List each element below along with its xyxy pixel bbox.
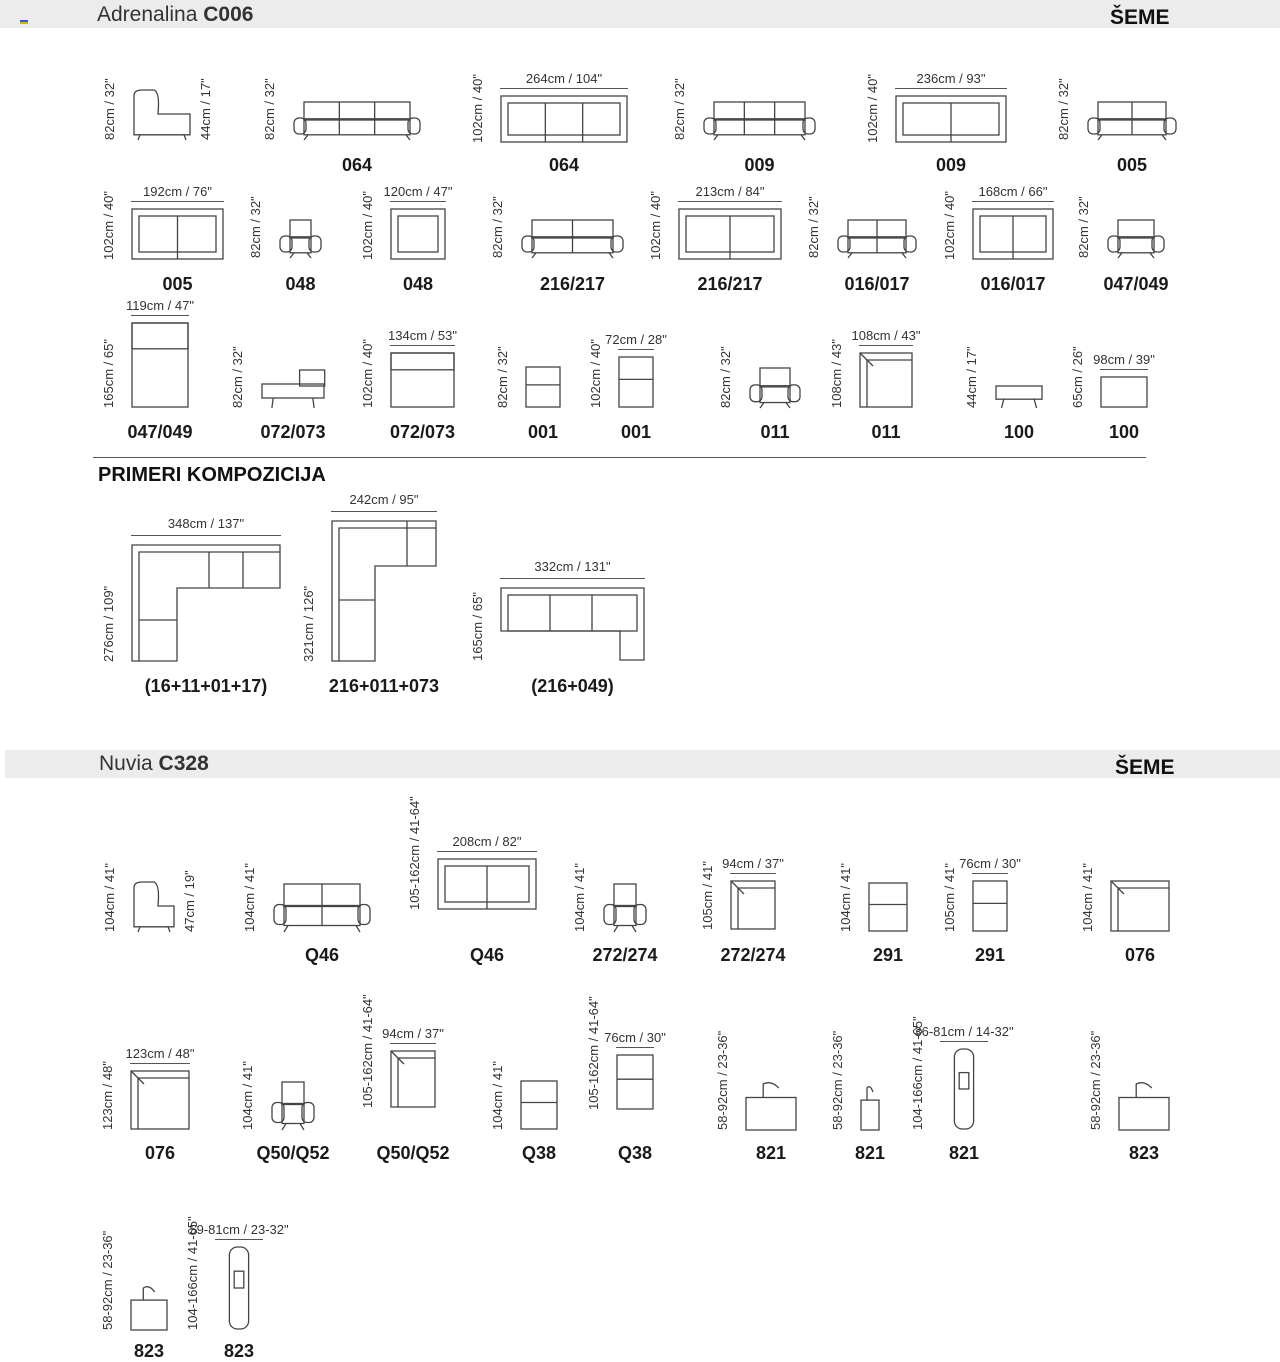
width-dimension: 213cm / 84" [695,184,765,199]
model-code-label: 009 [744,155,775,175]
model-code-label: 821 [854,1143,886,1163]
furniture-outline [860,353,912,407]
height-dimension: 102cm / 40" [588,339,603,408]
height-dimension: 104cm / 41" [572,863,587,932]
brand-logo-icon [20,20,28,24]
scheme-item [130,1284,168,1330]
height-dimension: 102cm / 40" [648,191,663,260]
height-dimension: 102cm / 40" [942,191,957,260]
furniture-outline [262,370,325,408]
height-dimension: 104cm / 41" [240,1061,255,1130]
scheme-item [745,1080,797,1130]
furniture-outline [438,859,536,909]
width-dimension: 208cm / 82" [452,834,522,849]
scheme-item [895,95,1007,143]
model-code-label: 005 [1116,155,1148,175]
scheme-item [390,208,446,260]
scheme-drawing [859,352,913,408]
furniture-outline [134,90,190,140]
furniture-outline [617,1055,653,1109]
model-code: C006 [203,3,254,26]
furniture-outline [280,220,321,258]
scheme-item [520,1080,558,1130]
section-title [97,3,253,27]
model-code-label: 821 [948,1143,980,1163]
model-code-label: 016/017 [844,274,910,294]
height-dimension: 102cm / 40" [360,191,375,260]
furniture-outline [896,96,1006,142]
width-dimension-line [500,88,628,89]
scheme-item [859,352,913,408]
scheme-item [1110,880,1170,932]
scheme-drawing [618,356,654,408]
furniture-outline [132,323,188,407]
width-dimension: 72cm / 28" [605,332,667,347]
model-code-label: 823 [223,1341,255,1361]
height-dimension: 82cm / 32" [806,196,821,258]
scheme-drawing [730,880,776,930]
scheme-drawing [525,366,561,408]
model-code-label: Q50/Q52 [376,1143,450,1163]
width-dimension: 264cm / 104" [525,71,603,86]
composition-item [331,520,437,662]
scheme-item [618,356,654,408]
furniture-outline [996,386,1042,408]
scheme-item [131,322,189,408]
model-code-label: Q46 [304,945,340,965]
scheme-drawing [616,1054,654,1110]
scheme-drawing [994,384,1044,408]
furniture-outline [391,353,454,407]
height-dimension: 82cm / 32" [718,346,733,408]
brand-name: Adrenalina [97,3,198,26]
width-dimension-line [1100,369,1148,370]
width-dimension-line [972,201,1054,202]
scheme-drawing [972,880,1008,932]
width-dimension: 119cm / 47" [126,298,194,313]
model-code-label: 016/017 [980,274,1046,294]
height-dimension: 82cm / 32" [1076,196,1091,258]
width-dimension: 134cm / 53" [388,328,457,343]
furniture-outline [704,102,815,140]
scheme-item [1100,376,1148,408]
scheme-item [972,880,1008,932]
divider [93,457,1146,458]
scheme-item [270,1080,316,1130]
model-code-label: 064 [341,155,373,175]
scheme-drawing [836,218,918,258]
furniture-outline [501,96,627,142]
scheme-item [678,208,782,260]
furniture-outline [391,209,445,259]
furniture-outline [1101,377,1147,407]
scheme-drawing [520,218,625,258]
height-dimension: 82cm / 32" [1056,78,1071,140]
width-dimension-line [390,345,455,346]
furniture-outline [521,1081,557,1129]
width-dimension-line [895,88,1007,89]
model-code-label: 064 [548,155,580,175]
height-dimension: 321cm / 126" [301,585,316,662]
model-code-label: Q50/Q52 [256,1143,330,1163]
furniture-outline [838,220,916,258]
schemes-label: ŠEME [1110,6,1170,29]
height-dimension: 82cm / 32" [102,78,117,140]
width-dimension-line [972,873,1008,874]
scheme-item [860,1084,880,1130]
furniture-outline [731,881,775,929]
height-dimension: 58-92cm / 23-36" [830,1030,845,1130]
width-dimension: 168cm / 66" [978,184,1048,199]
composition-drawing [331,520,437,662]
furniture-outline [1111,881,1169,931]
model-code-label: 100 [1108,422,1140,442]
height-dimension: 105-162cm / 41-64" [360,994,375,1108]
width-dimension: 76cm / 30" [959,856,1021,871]
scheme-item [130,1070,190,1130]
width-dimension: 59-81cm / 23-32" [189,1222,289,1237]
scheme-item [702,100,817,140]
scheme-item [602,882,648,932]
width-dimension-line [331,511,437,512]
scheme-item [260,368,326,408]
model-code-label: Q46 [469,945,505,965]
scheme-drawing [1118,1080,1170,1130]
scheme-item [390,352,455,408]
furniture-outline [973,209,1053,259]
width-dimension: 108cm / 43" [851,328,921,343]
furniture-outline [229,1247,248,1329]
scheme-item [616,1054,654,1110]
scheme-drawing [745,1080,797,1130]
model-code-label: 272/274 [720,945,786,965]
scheme-item [215,1246,263,1330]
scheme-item [868,882,908,932]
scheme-drawing [868,882,908,932]
model-code-label: 048 [402,274,434,294]
scheme-item [500,95,628,143]
model-code-label: 216/217 [539,274,606,294]
scheme-item [437,858,537,910]
scheme-item [940,1048,988,1130]
width-dimension-line [131,535,281,536]
scheme-item [132,880,176,932]
height-dimension: 82cm / 32" [495,346,510,408]
model-code-label: 823 [1128,1143,1160,1163]
height-dimension: 165cm / 65" [101,339,116,408]
width-dimension: 36-81cm / 14-32" [914,1024,1014,1039]
scheme-drawing [132,880,176,932]
height-dimension: 104cm / 41" [242,863,257,932]
scheme-drawing [260,368,326,408]
width-dimension-line [131,315,189,316]
width-dimension-line [678,201,782,202]
height-dimension: 105cm / 41" [942,863,957,932]
scheme-item [525,366,561,408]
height-dimension: 102cm / 40" [865,74,880,143]
height-dimension: 82cm / 32" [672,78,687,140]
height-dimension: 82cm / 32" [490,196,505,258]
brand-name-2: Nuvia [99,752,153,775]
furniture-outline [869,883,907,931]
height-dimension: 104-166cm / 41-65" [185,1216,200,1330]
scheme-item [972,208,1054,260]
width-dimension: 76cm / 30" [604,1030,666,1045]
furniture-outline [272,1082,314,1130]
height-dimension: 104cm / 41" [490,1061,505,1130]
height-dimension: 108cm / 43" [829,339,844,408]
scheme-drawing [602,882,648,932]
model-code-label: 821 [755,1143,787,1163]
scheme-drawing [1106,218,1166,258]
scheme-drawing [130,1284,168,1330]
scheme-item [131,208,224,260]
height-dimension: 102cm / 40" [360,339,375,408]
scheme-drawing [1086,100,1178,140]
height-dimension: 104cm / 41" [838,863,853,932]
model-code-label: 823 [133,1341,165,1361]
height-dimension: 165cm / 65" [470,592,485,661]
scheme-drawing [390,1050,436,1108]
scheme-drawing [292,100,422,140]
width-dimension: 94cm / 37" [722,856,784,871]
scheme-drawing [131,322,189,408]
model-code-label: 072/073 [260,422,326,442]
scheme-item [1106,218,1166,258]
compositions-title: PRIMERI KOMPOZICIJA [98,464,326,486]
height-dimension: 44cm / 17" [964,346,979,408]
width-dimension-line [730,873,776,874]
scheme-drawing [860,1084,880,1130]
scheme-drawing [940,1048,988,1130]
height-dimension: 82cm / 32" [230,346,245,408]
model-code-label: 072/073 [389,422,456,442]
furniture-outline [522,220,623,258]
height-dimension: 104cm / 41" [102,863,117,932]
height-dimension: 123cm / 48" [100,1061,115,1130]
scheme-drawing [972,208,1054,260]
model-code-label: 001 [620,422,652,442]
width-dimension-line [131,201,224,202]
scheme-drawing [390,208,446,260]
model-code-label: 291 [974,945,1006,965]
model-code-label: 047/049 [127,422,193,442]
height-dimension: 65cm / 26" [1070,346,1085,408]
model-code-label: 076 [1124,945,1156,965]
scheme-item [748,366,802,408]
model-code-label: 100 [1003,422,1035,442]
height-dimension: 104-166cm / 41-65" [910,1016,925,1130]
scheme-item [292,100,422,140]
furniture-outline [131,1071,189,1129]
seat-height-dimension: 44cm / 17" [198,78,213,140]
furniture-outline [954,1049,973,1129]
furniture-outline [294,102,420,140]
furniture-outline [604,884,646,932]
height-dimension: 58-92cm / 23-36" [100,1230,115,1330]
furniture-outline [861,1087,879,1130]
furniture-outline [391,1051,435,1107]
scheme-drawing [748,366,802,408]
model-code-label: 001 [527,422,559,442]
model-code-label: 005 [162,274,193,294]
model-code-label: 272/274 [592,945,658,965]
composition-item [500,587,645,661]
scheme-item [132,88,192,140]
height-dimension: 58-92cm / 23-36" [715,1030,730,1130]
model-code-label: 011 [871,422,901,442]
scheme-drawing [895,95,1007,143]
width-dimension-line [616,1047,654,1048]
width-dimension: 94cm / 37" [382,1026,444,1041]
furniture-outline [526,367,560,407]
furniture-outline [274,884,370,932]
model-code-2: C328 [158,752,209,775]
height-dimension: 105-162cm / 41-64" [407,796,422,910]
height-dimension: 105cm / 41" [700,861,715,930]
width-dimension-line [940,1041,988,1042]
section-title-2 [99,752,209,776]
composition-drawing [131,544,281,662]
scheme-drawing [131,208,224,260]
height-dimension: 82cm / 32" [262,78,277,140]
model-code-label: Q38 [617,1143,653,1163]
width-dimension-line [390,1043,436,1044]
model-code-label: 009 [935,155,967,175]
schemes-label-2: ŠEME [1115,756,1175,779]
width-dimension: 242cm / 95" [349,492,419,507]
scheme-item [1086,100,1178,140]
model-code-label: 047/049 [1103,274,1169,294]
model-code-label: 048 [285,274,316,294]
scheme-drawing [500,95,628,143]
furniture-outline [1088,102,1176,140]
model-code-label: 011 [760,422,790,442]
scheme-item [278,218,323,258]
width-dimension-line [500,578,645,579]
scheme-item [390,1050,436,1108]
height-dimension: 276cm / 109" [101,585,116,662]
scheme-drawing [270,1080,316,1130]
scheme-item [272,882,372,932]
composition-code: (16+11+01+17) [144,676,268,696]
scheme-item [520,218,625,258]
scheme-item [994,384,1044,408]
height-dimension: 82cm / 32" [248,196,263,258]
width-dimension-line [215,1239,263,1240]
scheme-drawing [1110,880,1170,932]
furniture-outline [1108,220,1164,258]
width-dimension: 98cm / 39" [1093,352,1155,367]
scheme-item [1118,1080,1170,1130]
width-dimension: 348cm / 137" [167,516,245,531]
furniture-outline [750,368,800,408]
width-dimension-line [437,851,537,852]
composition-code: 216+011+073 [328,676,440,696]
width-dimension: 192cm / 76" [143,184,212,199]
composition-drawing [500,587,645,661]
scheme-drawing [1100,376,1148,408]
model-code-label: 216/217 [697,274,763,294]
height-dimension: 102cm / 40" [470,74,485,143]
width-dimension-line [390,201,446,202]
width-dimension-line [130,1063,190,1064]
furniture-outline [132,209,223,259]
scheme-drawing [437,858,537,910]
scheme-item [730,880,776,930]
composition-item [131,544,281,662]
furniture-outline [679,209,781,259]
scheme-drawing [130,1070,190,1130]
furniture-outline [1119,1083,1169,1130]
scheme-drawing [132,88,192,140]
furniture-outline [134,882,174,932]
furniture-outline [746,1083,796,1130]
width-dimension: 236cm / 93" [916,71,986,86]
height-dimension: 104cm / 41" [1080,863,1095,932]
width-dimension: 332cm / 131" [534,559,611,574]
model-code-label: 291 [872,945,904,965]
width-dimension: 123cm / 48" [125,1046,195,1061]
width-dimension-line [618,349,654,350]
model-code-label: 076 [144,1143,176,1163]
scheme-drawing [278,218,323,258]
height-dimension: 58-92cm / 23-36" [1088,1030,1103,1130]
scheme-drawing [520,1080,558,1130]
scheme-drawing [215,1246,263,1330]
scheme-drawing [702,100,817,140]
furniture-outline [973,881,1007,931]
scheme-drawing [272,882,372,932]
scheme-item [836,218,918,258]
scheme-drawing [678,208,782,260]
furniture-outline [131,1287,167,1330]
composition-code: (216+049) [531,676,614,696]
model-code-label: Q38 [521,1143,557,1163]
scheme-drawing [390,352,455,408]
width-dimension-line [859,345,913,346]
height-dimension: 102cm / 40" [101,191,116,260]
furniture-outline [619,357,653,407]
width-dimension: 120cm / 47" [383,184,453,199]
height-dimension: 105-162cm / 41-64" [586,996,601,1110]
seat-height-dimension: 47cm / 19" [182,870,197,932]
